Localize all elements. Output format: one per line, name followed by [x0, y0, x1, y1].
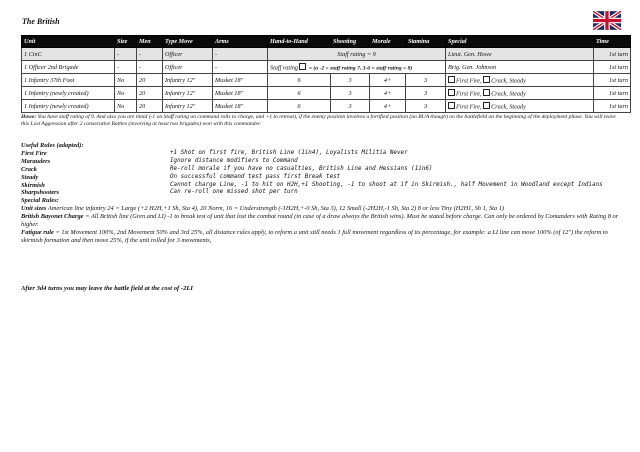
- rule-name: First Fire: [21, 149, 47, 157]
- col-header-size: Size: [115, 36, 137, 48]
- cell-morale: 4+: [370, 100, 406, 113]
- rule-text: Re-roll morale if you have no casualties, British Line and Hessians (1in6): [170, 165, 433, 172]
- cell-time: 1st turn: [594, 87, 631, 100]
- fatigue-rule: [21, 229, 631, 245]
- cell-men: -: [137, 48, 163, 61]
- cell-hand-to-hand: 6: [268, 100, 331, 113]
- cell-size: No: [115, 87, 137, 100]
- cell-special: [446, 87, 594, 100]
- cell-special: [446, 74, 594, 87]
- cell-men: -: [137, 61, 163, 74]
- checkbox[interactable]: [448, 89, 455, 96]
- special-crack-steady: Crack, Steady: [491, 103, 526, 111]
- table-row: [22, 48, 631, 61]
- rule-text: Ignore distance modifiers to Command: [170, 157, 298, 164]
- cell-arms: Musket 18": [213, 100, 268, 113]
- table-row: [22, 74, 631, 87]
- cell-morale: 4+: [370, 87, 406, 100]
- fatigue-text: = 1st Movement 100%, 2nd Movement 50% and 3rd 25%, all distance rules apply, to reform a unit still needs 1 full movement regardless of its percentage, for example: a LI line can move 100% (of 12") the reform to skirmish formation and then move 25%, if the unit rolled for 3 movements,: [21, 228, 608, 244]
- cell-shooting: 3: [331, 87, 370, 100]
- rule-text: Cannot charge Line, -1 to hit on H2H,+1 Shooting, -1 to shoot at if in Skirmish., half Movement in Woodland except Indians: [170, 181, 603, 188]
- col-header-time: Time: [594, 36, 631, 48]
- special-rules-heading: Special Rules:: [21, 197, 59, 205]
- cell-special: [446, 100, 594, 113]
- roster-table: [21, 35, 631, 113]
- col-header-type-move: Type Move: [163, 36, 213, 48]
- cell-shooting: 3: [331, 74, 370, 87]
- col-header-men: Men: [137, 36, 163, 48]
- checkbox[interactable]: [483, 102, 490, 109]
- cell-stamina: 3: [406, 74, 446, 87]
- retreat-note: After 3d4 turns you may leave the battle field at the cost of -2LI: [21, 285, 193, 292]
- union-jack-flag-icon: [593, 11, 621, 30]
- table-row: [22, 87, 631, 100]
- cell-arms: -: [213, 61, 268, 74]
- cell-type-move: Infantry 12": [163, 74, 213, 87]
- special-crack-steady: Crack, Steady: [491, 77, 526, 85]
- rule-name: Steady: [21, 173, 39, 181]
- cell-men: 20: [137, 87, 163, 100]
- col-header-morale: Morale: [370, 36, 406, 48]
- cell-unit: 1 Infantry (newly created): [22, 100, 115, 113]
- cell-type-move: Officer: [163, 48, 213, 61]
- cell-men: 20: [137, 100, 163, 113]
- cell-size: -: [115, 48, 137, 61]
- rule-text: +1 Shot on first fire, British Line (1in4), Loyalists Militia Never: [170, 149, 408, 156]
- staff-rating-roll-text: = (a -2 = staff rating 7, 3-6 = staff rating = 8): [308, 65, 413, 72]
- col-header-unit: Unit: [22, 36, 115, 48]
- rule-item: [21, 189, 631, 197]
- rule-text: On successful command test pass first Break test: [170, 173, 341, 180]
- commander-note-text: You have staff rating of 9. And also you are timid (-1 on Staff rating on command rolls to charge, and +1 to retreat), if the enemy position involves a fortified position (no BUA though) on the battlefield on the beginning of the deployment phase. You will leave this Lost Aggression after 2 consecutive Battles (involving at least two brigades) won with this commander.: [21, 114, 616, 128]
- checkbox[interactable]: [448, 76, 455, 83]
- cell-time: 1st turn: [594, 48, 631, 61]
- rule-item: [21, 158, 631, 166]
- rules-section: [21, 142, 631, 245]
- fatigue-label: Fatigue rule: [21, 228, 54, 236]
- cell-time: 1st turn: [594, 74, 631, 87]
- cell-staff-rating-roll: [268, 61, 446, 74]
- cell-type-move: Infantry 12": [163, 87, 213, 100]
- col-header-hand-to-hand: Hand-to-Hand: [268, 36, 331, 48]
- cell-type-move: Officer: [163, 61, 213, 74]
- col-header-special: Special: [446, 36, 594, 48]
- cell-staff-rating: Staff rating = 9: [268, 48, 446, 61]
- cell-type-move: Infantry 12": [163, 100, 213, 113]
- checkbox[interactable]: [448, 102, 455, 109]
- page-title: The British: [22, 17, 60, 26]
- col-header-shooting: Shooting: [331, 36, 370, 48]
- special-first-fire: First Fire,: [456, 103, 482, 111]
- cell-hand-to-hand: 6: [268, 87, 331, 100]
- cell-arms: Musket 18": [213, 87, 268, 100]
- cell-unit: 1 Infantry 37th Foot: [22, 74, 115, 87]
- rule-text: Can re-roll one missed shot per turn: [170, 189, 298, 196]
- cell-special: Lieut. Gen. Howe: [446, 48, 594, 61]
- unit-sizes-rule: [21, 205, 631, 213]
- rules-heading: Useful Rules (adapted):: [21, 142, 84, 149]
- rule-item: [21, 166, 631, 174]
- rule-name: Sharpshooters: [21, 189, 60, 197]
- table-row: [22, 100, 631, 113]
- cell-size: No: [115, 100, 137, 113]
- checkbox[interactable]: [483, 76, 490, 83]
- rule-item: [21, 150, 631, 158]
- checkbox[interactable]: [299, 63, 306, 70]
- bayonet-charge-label: British Bayonet Charge: [21, 213, 84, 221]
- cell-arms: -: [213, 48, 268, 61]
- rule-item: [21, 174, 631, 182]
- col-header-arms: Arms: [213, 36, 268, 48]
- cell-special: Brig. Gen. Johnson: [446, 61, 594, 74]
- rule-name: Crack: [21, 165, 37, 173]
- roster-header-row: [22, 36, 631, 48]
- bayonet-charge-rule: [21, 213, 631, 229]
- cell-men: 20: [137, 74, 163, 87]
- cell-size: -: [115, 61, 137, 74]
- cell-unit: 1 Infantry (newly created): [22, 87, 115, 100]
- cell-arms: Musket 18": [213, 74, 268, 87]
- unit-sizes-label: Unit sizes: [21, 205, 47, 213]
- cell-size: No: [115, 74, 137, 87]
- cell-stamina: 3: [406, 100, 446, 113]
- cell-shooting: 3: [331, 100, 370, 113]
- special-first-fire: First Fire,: [456, 77, 482, 85]
- cell-morale: 4+: [370, 74, 406, 87]
- rule-name: Skirmish: [21, 181, 45, 189]
- rule-item: [21, 182, 631, 190]
- commander-note-label: Howe:: [21, 114, 37, 120]
- bayonet-charge-text: = All British line (Gren and LI) -1 to break test of unit that lost the combat round (in case of a draw always the British wins). Must be stated before charge. Can only be ordered by Comanders with Rating 8 or higher.: [21, 213, 619, 229]
- cell-unit: 1 Officer 2nd Brigade: [22, 61, 115, 74]
- rule-name: Marauders: [21, 157, 51, 165]
- col-header-stamina: Stamina: [406, 36, 446, 48]
- cell-hand-to-hand: 6: [268, 74, 331, 87]
- special-first-fire: First Fire,: [456, 90, 482, 98]
- cell-stamina: 3: [406, 87, 446, 100]
- unit-sizes-text: American line infantry 24 = Large (+2 H2H,+1 Sh, Sta 4), 20 Norm, 16 = Understrength (-1H2H,+-0 Sh, Sta 3), 12 Small (-2H2H,-1 Sh, Sta 2) 8 or less Tiny (H2H1, Sh 1, Sta 1): [47, 205, 505, 213]
- cell-time: 1st turn: [594, 100, 631, 113]
- special-crack-steady: Crack, Steady: [491, 90, 526, 98]
- commander-note: [21, 114, 621, 128]
- staff-rating-label: Staff rating: [270, 64, 299, 72]
- table-row: [22, 61, 631, 74]
- cell-unit: 1 CinC: [22, 48, 115, 61]
- checkbox[interactable]: [483, 89, 490, 96]
- cell-time: 1st turn: [594, 61, 631, 74]
